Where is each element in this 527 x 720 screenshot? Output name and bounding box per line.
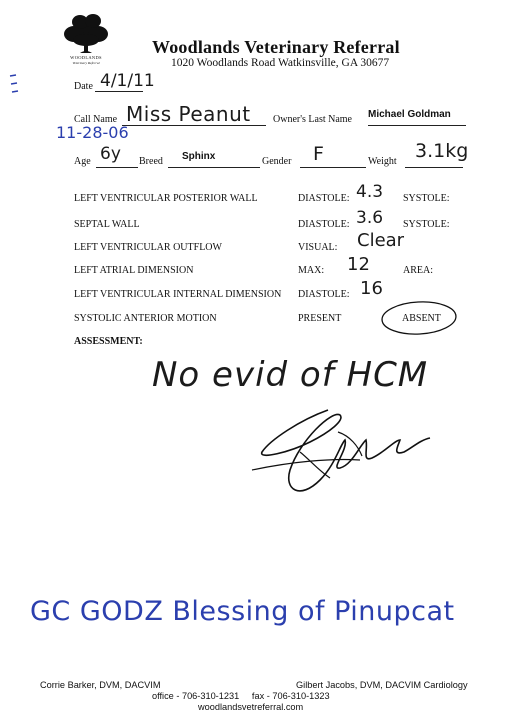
measurement-field: VISUAL: (298, 242, 338, 253)
measurement-field: MAX: (298, 265, 325, 276)
measurement-field-2: AREA: (403, 265, 433, 276)
gender-value: F (313, 143, 324, 165)
dob-note: 11-28-06 (56, 123, 129, 142)
clinic-title: Woodlands Veterinary Referral (152, 37, 400, 57)
gender-label: Gender (262, 156, 292, 167)
measurement-name: LEFT ATRIAL DIMENSION (74, 265, 194, 276)
assessment-value: No evid of HCM (152, 355, 429, 395)
footer-right-doctor: Gilbert Jacobs, DVM, DACVIM Cardiology (296, 680, 468, 690)
footer-website: woodlandsvetreferral.com (198, 702, 304, 712)
breed-label: Breed (139, 156, 163, 167)
measurement-field-2: SYSTOLE: (403, 219, 450, 230)
measurement-name: LEFT VENTRICULAR POSTERIOR WALL (74, 193, 258, 204)
clinic-address: 1020 Woodlands Road Watkinsville, GA 30677 (171, 57, 390, 69)
measurement-field: PRESENT (298, 313, 342, 324)
logo-subtext: Veterinary Referral (72, 61, 100, 65)
footer-left-doctor: Corrie Barker, DVM, DACVIM (40, 680, 161, 690)
age-label: Age (74, 156, 91, 167)
call-name-label: Call Name (74, 114, 118, 125)
breed-value: Sphinx (182, 151, 216, 162)
measurement-field: DIASTOLE: (298, 219, 350, 230)
measurement-name: SYSTOLIC ANTERIOR MOTION (74, 313, 217, 324)
measurement-field: DIASTOLE: (298, 289, 350, 300)
call-name-value: Miss Peanut (126, 102, 251, 126)
handwritten-annotation: GC GODZ Blessing of Pinupcat (30, 596, 455, 627)
measurement-name: SEPTAL WALL (74, 219, 140, 230)
measurement-field-2: ABSENT (402, 313, 441, 324)
age-value: 6y (100, 144, 121, 164)
measurement-value: 4.3 (356, 182, 384, 202)
owner-value: Michael Goldman (368, 109, 451, 120)
measurement-value: Clear (357, 230, 405, 251)
assessment-label: ASSESSMENT: (74, 336, 143, 347)
weight-value: 3.1kg (415, 140, 469, 162)
owner-label: Owner's Last Name (273, 114, 352, 125)
measurement-value: 3.6 (356, 208, 384, 228)
measurement-field: DIASTOLE: (298, 193, 350, 204)
measurement-value: 16 (360, 278, 383, 299)
weight-label: Weight (368, 156, 397, 167)
footer-contact: office - 706-310-1231 fax - 706-310-1323 (152, 691, 330, 701)
measurement-name: LEFT VENTRICULAR INTERNAL DIMENSION (74, 289, 282, 300)
date-value: 4/1/11 (100, 71, 155, 91)
logo-text: WOODLANDS (70, 55, 102, 60)
measurement-name: LEFT VENTRICULAR OUTFLOW (74, 242, 222, 253)
date-label: Date (74, 81, 93, 92)
measurement-value: 12 (347, 254, 370, 275)
measurement-field-2: SYSTOLE: (403, 193, 450, 204)
